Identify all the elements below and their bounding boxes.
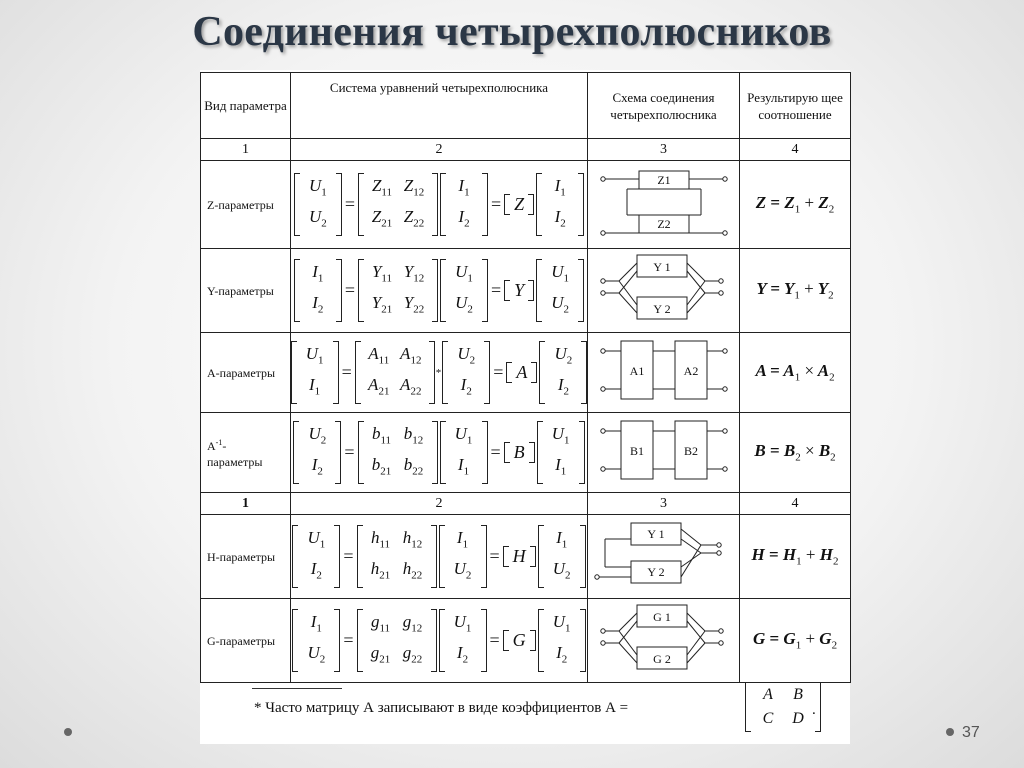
matrix-entry: $g_{22}$ xyxy=(402,642,423,665)
number-row-1 xyxy=(201,139,851,161)
matrix-entry: $h_{11}$ xyxy=(370,528,391,551)
matrix-entry: $h_{22}$ xyxy=(402,558,423,581)
equation-cell: $I_1$ $U_2$ = $g_{11}$ $g_{12}$ $g_{21}$ $g_{22}$ $U_1$ $I_2$ = G $U_1$ $I_2$ xyxy=(291,599,588,683)
header-col3: Схема соединения четырехполюсника xyxy=(588,73,740,139)
matrix-entry: $A_{12}$ xyxy=(400,344,422,367)
header-col1: Вид параметра xyxy=(201,73,291,139)
matrix-entry: $U_2$ xyxy=(552,558,571,581)
connection-scheme xyxy=(591,251,737,325)
block-label: Y 2 xyxy=(652,302,671,316)
big-matrix: G xyxy=(503,630,536,651)
matrix-entry: $U_1$ xyxy=(552,612,571,635)
matrix xyxy=(440,259,488,322)
param-name: $A^{-1}-$ параметры xyxy=(201,413,291,493)
block-label: B2 xyxy=(683,444,698,458)
scheme-cell xyxy=(588,249,740,333)
matrix-entry: $A_{22}$ xyxy=(400,374,422,397)
param-name: H-параметры xyxy=(201,515,291,599)
matrix-entry: $I_2$ xyxy=(554,206,566,229)
footnote xyxy=(200,682,850,744)
big-matrix: Y xyxy=(504,280,534,301)
matrix-entry: $I_1$ xyxy=(312,262,324,285)
matrix-entry: $g_{12}$ xyxy=(402,612,423,635)
matrix-entry: $Y_{21}$ xyxy=(371,292,393,315)
fm-d: D xyxy=(792,710,804,727)
connection-scheme xyxy=(591,601,737,675)
matrix-entry: $I_2$ xyxy=(312,292,324,315)
matrix xyxy=(358,259,438,322)
matrix-entry: $I_2$ xyxy=(456,642,469,665)
scheme-cell xyxy=(588,413,740,493)
num-4b: 4 xyxy=(740,493,851,515)
result-cell: $G = G_1 + G_2$ xyxy=(740,599,851,683)
matrix xyxy=(442,341,490,404)
row-y xyxy=(201,249,851,333)
equation-cell: $I_1$ $I_2$ = $Y_{11}$ $Y_{12}$ $Y_{21}$ $Y_{22}$ $U_1$ $U_2$ = Y $U_1$ $U_2$ xyxy=(291,249,588,333)
param-name: Y-параметры xyxy=(201,249,291,333)
fm-a: A xyxy=(763,686,773,703)
table-sheet xyxy=(200,70,850,744)
matrix xyxy=(536,173,584,236)
matrix-entry: $U_1$ xyxy=(551,262,570,285)
matrix xyxy=(292,609,340,672)
block-label: Y 1 xyxy=(652,260,671,274)
matrix xyxy=(439,609,487,672)
connection-scheme xyxy=(591,165,737,239)
matrix xyxy=(538,525,586,588)
num-1: 1 xyxy=(201,139,291,161)
block-label: G 2 xyxy=(652,652,671,666)
matrix xyxy=(440,421,488,484)
block-label: B1 xyxy=(629,444,644,458)
matrix-entry: $U_2$ xyxy=(308,206,327,229)
result-cell: $B = B_2 \times B_2$ xyxy=(740,413,851,493)
footnote-text: * Часто матрицу А записывают в виде коэффициентов А = xyxy=(254,700,629,716)
block-label: A2 xyxy=(683,364,698,378)
matrix-entry: $U_1$ xyxy=(308,176,327,199)
equation-cell: $U_1$ $U_2$ = $Z_{11}$ $Z_{12}$ $Z_{21}$ $Z_{22}$ $I_1$ $I_2$ = Z $I_1$ $I_2$ xyxy=(291,161,588,249)
parameters-table xyxy=(200,72,851,683)
matrix-entry: $Z_{22}$ xyxy=(403,206,425,229)
footnote-end: . xyxy=(812,702,816,718)
matrix-entry: $I_1$ xyxy=(456,528,469,551)
scheme-cell xyxy=(588,515,740,599)
result-cell: $Y = Y_1 + Y_2$ xyxy=(740,249,851,333)
matrix-entry: $b_{12}$ xyxy=(403,424,424,447)
matrix xyxy=(538,609,586,672)
matrix xyxy=(294,259,342,322)
matrix-entry: $I_1$ xyxy=(309,374,321,397)
equation-cell: $U_2$ $I_2$ = $b_{11}$ $b_{12}$ $b_{21}$ $b_{22}$ $U_1$ $I_1$ = B $U_1$ $I_1$ xyxy=(291,413,588,493)
connection-scheme xyxy=(591,413,737,487)
matrix-entry: $I_1$ xyxy=(457,454,470,477)
num-2b: 2 xyxy=(291,493,588,515)
big-matrix: B xyxy=(504,442,535,463)
matrix xyxy=(291,341,339,404)
matrix-entry: $Y_{22}$ xyxy=(403,292,425,315)
block-label: Y 1 xyxy=(646,527,665,541)
matrix-entry: $Z_{11}$ xyxy=(371,176,393,199)
page-number: 37 xyxy=(962,724,980,741)
matrix xyxy=(292,525,340,588)
matrix-entry: $A_{11}$ xyxy=(368,344,390,367)
result-cell: $A = A_1 \times A_2$ xyxy=(740,333,851,413)
matrix xyxy=(355,341,435,404)
scheme-cell xyxy=(588,333,740,413)
matrix xyxy=(358,421,438,484)
matrix-entry: $U_2$ xyxy=(308,424,327,447)
big-matrix: Z xyxy=(504,194,534,215)
matrix-entry: $h_{12}$ xyxy=(402,528,423,551)
header-col4: Результирую щее соотношение xyxy=(740,73,851,139)
matrix-entry: $b_{21}$ xyxy=(371,454,392,477)
num-1b: 1 xyxy=(201,493,291,515)
matrix-entry: $I_2$ xyxy=(311,454,323,477)
param-name: G-параметры xyxy=(201,599,291,683)
matrix xyxy=(537,421,585,484)
matrix-entry: $U_2$ xyxy=(551,292,570,315)
num-3: 3 xyxy=(588,139,740,161)
row-g xyxy=(201,599,851,683)
num-2: 2 xyxy=(291,139,588,161)
matrix xyxy=(539,341,587,404)
slide-title: Соединения четырехполюсников xyxy=(192,9,832,55)
footnote-star: * xyxy=(435,366,442,379)
matrix-entry: $h_{21}$ xyxy=(370,558,391,581)
num-3b: 3 xyxy=(588,493,740,515)
matrix-entry: $g_{11}$ xyxy=(370,612,391,635)
matrix-entry: $A_{21}$ xyxy=(368,374,390,397)
header-col2: Система уравнений четырехполюсника xyxy=(291,73,588,139)
matrix xyxy=(358,173,438,236)
matrix xyxy=(439,525,487,588)
matrix-entry: $I_1$ xyxy=(555,454,567,477)
row-a xyxy=(201,333,851,413)
big-matrix: H xyxy=(503,546,536,567)
matrix xyxy=(293,421,341,484)
matrix-entry: $U_1$ xyxy=(453,612,472,635)
block-label: Z2 xyxy=(656,217,671,231)
row-a-inv xyxy=(201,413,851,493)
result-cell: $Z = Z_1 + Z_2$ xyxy=(740,161,851,249)
scheme-cell xyxy=(588,599,740,683)
connection-scheme xyxy=(591,333,737,407)
matrix-entry: $U_1$ xyxy=(455,262,473,285)
matrix-entry: $U_2$ xyxy=(455,292,473,315)
matrix-entry: $I_2$ xyxy=(556,642,568,665)
matrix-entry: $U_2$ xyxy=(457,344,476,367)
matrix xyxy=(440,173,488,236)
number-row-2 xyxy=(201,493,851,515)
matrix xyxy=(294,173,342,236)
matrix-entry: $I_1$ xyxy=(554,176,566,199)
fm-c: C xyxy=(762,710,774,727)
param-name: Z-параметры xyxy=(201,161,291,249)
matrix-entry: $U_2$ xyxy=(453,558,472,581)
matrix-entry: $I_1$ xyxy=(556,528,568,551)
big-matrix: A xyxy=(506,362,537,383)
matrix-entry: $b_{22}$ xyxy=(403,454,424,477)
matrix-entry: $U_1$ xyxy=(551,424,570,447)
block-label: Z1 xyxy=(656,173,671,187)
matrix-entry: $U_2$ xyxy=(554,344,573,367)
scheme-cell xyxy=(588,161,740,249)
num-4: 4 xyxy=(740,139,851,161)
matrix-entry: $Z_{21}$ xyxy=(371,206,393,229)
matrix-entry: $b_{11}$ xyxy=(371,424,392,447)
matrix-entry: $Y_{12}$ xyxy=(403,262,425,285)
matrix-entry: $I_2$ xyxy=(310,558,322,581)
matrix-entry: $Z_{12}$ xyxy=(403,176,425,199)
matrix xyxy=(357,609,437,672)
matrix-entry: $U_1$ xyxy=(454,424,473,447)
matrix-entry: $I_1$ xyxy=(310,612,322,635)
matrix xyxy=(536,259,584,322)
matrix-entry: $U_1$ xyxy=(305,344,324,367)
matrix-entry: $I_2$ xyxy=(458,206,470,229)
matrix-entry: $I_1$ xyxy=(458,176,470,199)
matrix xyxy=(357,525,437,588)
footnote-matrix xyxy=(745,682,821,732)
header-row xyxy=(201,73,851,139)
equation-cell: $U_1$ $I_2$ = $h_{11}$ $h_{12}$ $h_{21}$ $h_{22}$ $I_1$ $U_2$ = H $I_1$ $U_2$ xyxy=(291,515,588,599)
matrix-entry: $U_2$ xyxy=(307,642,326,665)
matrix-entry: $U_1$ xyxy=(307,528,326,551)
matrix-entry: $g_{21}$ xyxy=(370,642,391,665)
block-label: A1 xyxy=(629,364,644,378)
block-label: G 1 xyxy=(652,610,671,624)
row-z xyxy=(201,161,851,249)
matrix-entry: $I_2$ xyxy=(557,374,569,397)
connection-scheme xyxy=(591,517,737,591)
nav-dot-left-icon xyxy=(64,728,72,736)
param-name: A-параметры xyxy=(201,333,291,413)
nav-dot-right-icon xyxy=(946,728,954,736)
row-h xyxy=(201,515,851,599)
equation-cell: $U_1$ $I_1$ = $A_{11}$ $A_{12}$ $A_{21}$ $A_{22}$ * $U_2$ $I_2$ = A $U_2$ $I_2$ xyxy=(291,333,588,413)
result-cell: $H = H_1 + H_2$ xyxy=(740,515,851,599)
fm-b: B xyxy=(793,686,803,703)
matrix-entry: $Y_{11}$ xyxy=(371,262,393,285)
block-label: Y 2 xyxy=(646,565,665,579)
footnote-rule xyxy=(252,688,342,689)
matrix-entry: $I_2$ xyxy=(460,374,472,397)
